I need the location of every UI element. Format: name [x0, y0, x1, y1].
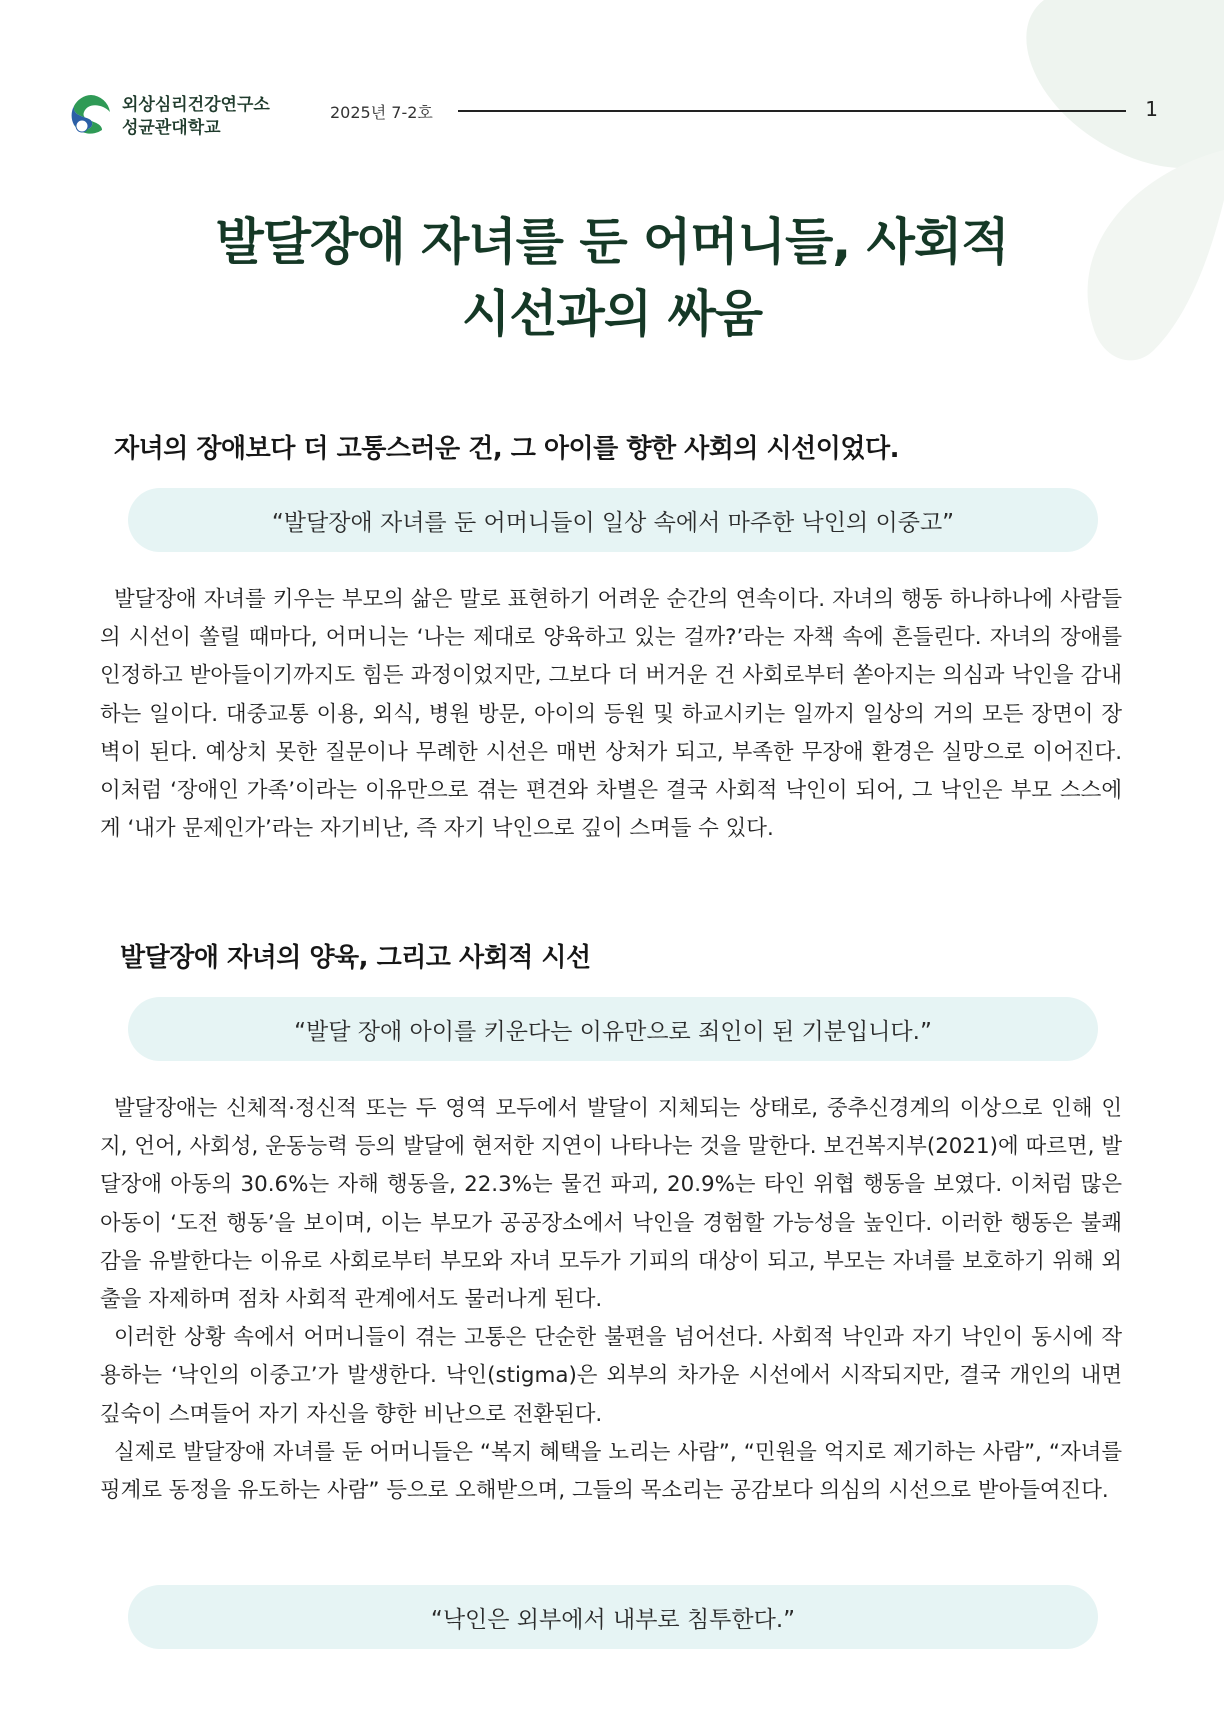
section1-paragraph-text: 발달장애 자녀를 키우는 부모의 삶은 말로 표현하기 어려운 순간의 연속이다. 자녀의 행동 하나하나에 사람들의 시선이 쏠릴 때마다, 어머니는 ‘나는 제대로 양육하고 있는 걸까?’라는 자책 속에 흔들린다. 자녀의 장애를 인정하고 받아들이기까지도 힘든 과정이었지만, 그보다 더 버거운 건 사회로부터 쏟아지는 의심과 낙인을 감내하는 일이다. 대중교통 이용, 외식, 병원 방문, 아이의 등원 및 하교시키는 일까지 일상의 거의 모든 장면이 장벽이 된다. 예상치 못한 질문이나 무례한 시선은 매번 상처가 되고, 부족한 무장애 환경은 실망으로 이어진다. 이처럼 ‘장애인 가족’이라는 이유만으로 겪는 편견와 차별은 결국 사회적 낙인이 되어, 그 낙인은 부모 스스에게 ‘내가 문제인가’라는 자기비난, 즉 자기 낙인으로 깊이 스며들 수 있다.	[100, 587, 1122, 842]
section3-quote: “낙인은 외부에서 내부로 침투한다.”	[430, 1606, 796, 1633]
title-line2: 시선과의 싸움	[461, 285, 763, 343]
organization-name	[122, 94, 270, 140]
organization-line2: 성균관대학교	[122, 118, 221, 138]
section1-heading: 자녀의 장애보다 더 고통스러운 건, 그 아이를 향한 사회의 시선이었다.	[114, 434, 899, 464]
page-number: 1	[1145, 97, 1158, 121]
section2-paragraph3: 실제로 발달장애 자녀를 둔 어머니들은 “복지 혜택을 노리는 사람”, “민원을 억지로 제기하는 사람”, “자녀를 핑계로 동정을 유도하는 사람” 등으로 오해받으며, 그들의 목소리는 공감보다 의심의 시선으로 받아들여진다.	[100, 1439, 1122, 1504]
section2-heading: 발달장애 자녀의 양육, 그리고 사회적 시선	[120, 943, 591, 973]
section2-paragraph2: 이러한 상황 속에서 어머니들이 겪는 고통은 단순한 불편을 넘어선다. 사회적 낙인과 자기 낙인이 동시에 작용하는 ‘낙인의 이중고’가 발생한다. 낙인(stigma)은 외부의 차가운 시선에서 시작되지만, 결국 개인의 내면 깊숙이 스며들어 자기 자신을 향한 비난으로 전환된다.	[100, 1325, 1122, 1427]
section2-paragraph1: 발달장애는 신체적·정신적 또는 두 영역 모두에서 발달이 지체되는 상태로, 중추신경계의 이상으로 인해 인지, 언어, 사회성, 운동능력 등의 발달에 현저한 지연이 나타나는 것을 말한다. 보건복지부(2021)에 따르면, 발달장애 아동의 30.6%는 자해 행동을, 22.3%는 물건 파괴, 20.9%는 타인 위협 행동을 보였다. 이처럼 많은 아동이 ‘도전 행동’을 보이며, 이는 부모가 공공장소에서 낙인을 경험할 가능성을 높인다. 이러한 행동은 불쾌감을 유발한다는 이유로 사회로부터 부모와 자녀 모두가 기피의 대상이 되고, 부모는 자녀를 보호하기 위해 외출을 자제하며 점차 사회적 관계에서도 물러나게 된다.	[100, 1096, 1122, 1313]
section2-body	[100, 1090, 1122, 1510]
page-title	[100, 206, 1124, 350]
section2-quote-box	[128, 997, 1098, 1061]
issue-number: 2025년 7-2호	[330, 103, 433, 122]
section1-quote: “발달장애 자녀를 둔 어머니들이 일상 속에서 마주한 낙인의 이중고”	[271, 509, 955, 536]
organization-line1: 외상심리건강연구소	[122, 95, 270, 115]
section2-quote: “발달 장애 아이를 키운다는 이유만으로 죄인이 된 기분입니다.”	[294, 1018, 932, 1045]
page-header	[68, 90, 1158, 150]
section3-quote-box	[128, 1585, 1098, 1649]
title-line1: 발달장애 자녀를 둔 어머니들, 사회적	[215, 213, 1009, 271]
header-rule	[458, 110, 1126, 112]
section1-quote-box	[128, 488, 1098, 552]
section1-paragraph	[100, 581, 1122, 848]
institute-logo-icon	[68, 92, 114, 138]
